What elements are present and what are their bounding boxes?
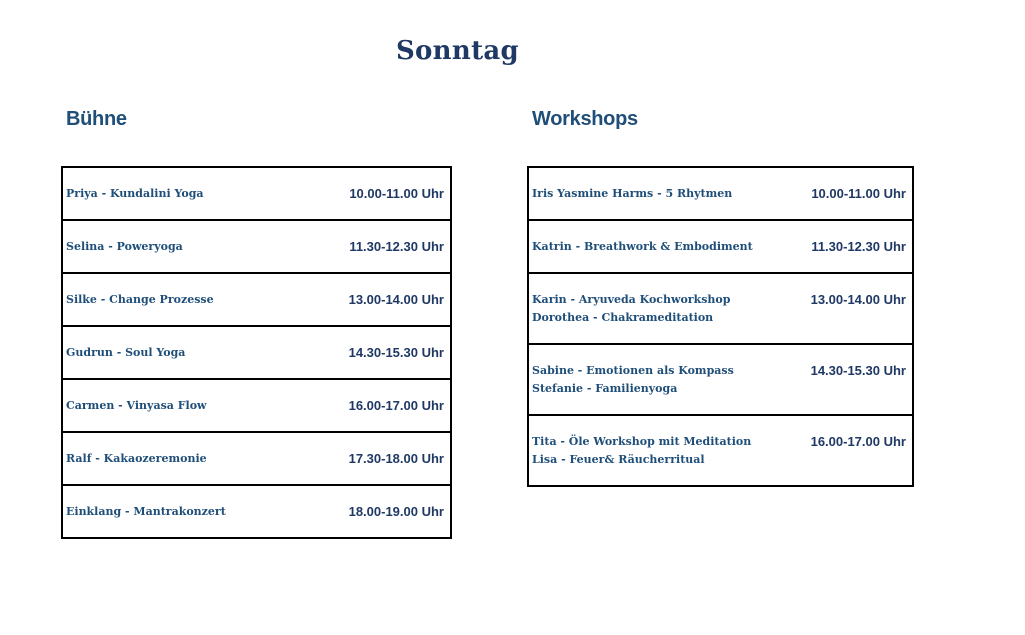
time-label: 11.30-12.30 Uhr <box>349 238 444 254</box>
workshop-label: Sabine - Emotionen als Kompass <box>532 363 734 377</box>
time-label: 13.00-14.00 Uhr <box>810 291 906 307</box>
table-cell <box>528 220 913 273</box>
table-row <box>62 167 451 220</box>
workshop-label: Stefanie - Familienyoga <box>532 381 678 395</box>
performer-label: Priya - Kundalini Yoga <box>66 186 204 200</box>
table-row <box>528 344 913 415</box>
table-row <box>528 220 913 273</box>
performer-label: Silke - Change Prozesse <box>66 292 214 306</box>
performer-label: Carmen - Vinyasa Flow <box>66 398 207 412</box>
workshop-label: Katrin - Breathwork & Embodiment <box>532 239 753 253</box>
workshop-label: Lisa - Feuer& Räucherritual <box>532 452 705 466</box>
table-row <box>62 432 451 485</box>
workshop-label: Karin - Aryuveda Kochworkshop <box>532 292 731 306</box>
table-cell <box>62 326 451 379</box>
time-label: 18.00-19.00 Uhr <box>348 503 444 519</box>
stage-heading: Bühne <box>66 108 127 130</box>
table-row <box>62 485 451 538</box>
performer-label: Gudrun - Soul Yoga <box>66 345 186 359</box>
time-label: 10.00-11.00 Uhr <box>349 185 444 201</box>
stage-schedule-table <box>61 166 452 539</box>
table-row <box>528 415 913 486</box>
table-cell <box>528 273 913 344</box>
table-cell <box>528 415 913 486</box>
table-cell <box>62 379 451 432</box>
time-label: 14.30-15.30 Uhr <box>348 344 444 360</box>
table-row <box>528 167 913 220</box>
table-row <box>62 220 451 273</box>
table-cell <box>62 167 451 220</box>
table-cell <box>62 485 451 538</box>
time-label: 11.30-12.30 Uhr <box>811 238 906 254</box>
table-row <box>528 273 913 344</box>
workshop-label: Iris Yasmine Harms - 5 Rhytmen <box>532 186 733 200</box>
workshops-heading: Workshops <box>532 108 638 130</box>
table-row <box>62 273 451 326</box>
workshop-label-group <box>532 362 734 398</box>
performer-label: Einklang - Mantrakonzert <box>66 504 226 518</box>
table-cell <box>62 273 451 326</box>
table-cell <box>528 344 913 415</box>
workshops-schedule-table <box>527 166 914 487</box>
workshop-label-group <box>532 433 751 469</box>
performer-label: Ralf - Kakaozeremonie <box>66 451 207 465</box>
time-label: 13.00-14.00 Uhr <box>348 291 444 307</box>
table-row <box>62 326 451 379</box>
time-label: 10.00-11.00 Uhr <box>811 185 906 201</box>
page-title: Sonntag <box>395 36 520 66</box>
time-label: 16.00-17.00 Uhr <box>810 433 906 449</box>
time-label: 17.30-18.00 Uhr <box>348 450 444 466</box>
workshop-label-group <box>532 291 730 327</box>
table-cell <box>528 167 913 220</box>
workshop-label: Tita - Öle Workshop mit Meditation <box>532 434 752 448</box>
table-cell <box>62 432 451 485</box>
time-label: 14.30-15.30 Uhr <box>810 362 906 378</box>
table-cell <box>62 220 451 273</box>
performer-label: Selina - Poweryoga <box>66 239 183 253</box>
table-row <box>62 379 451 432</box>
time-label: 16.00-17.00 Uhr <box>348 397 444 413</box>
workshop-label: Dorothea - Chakrameditation <box>532 310 714 324</box>
